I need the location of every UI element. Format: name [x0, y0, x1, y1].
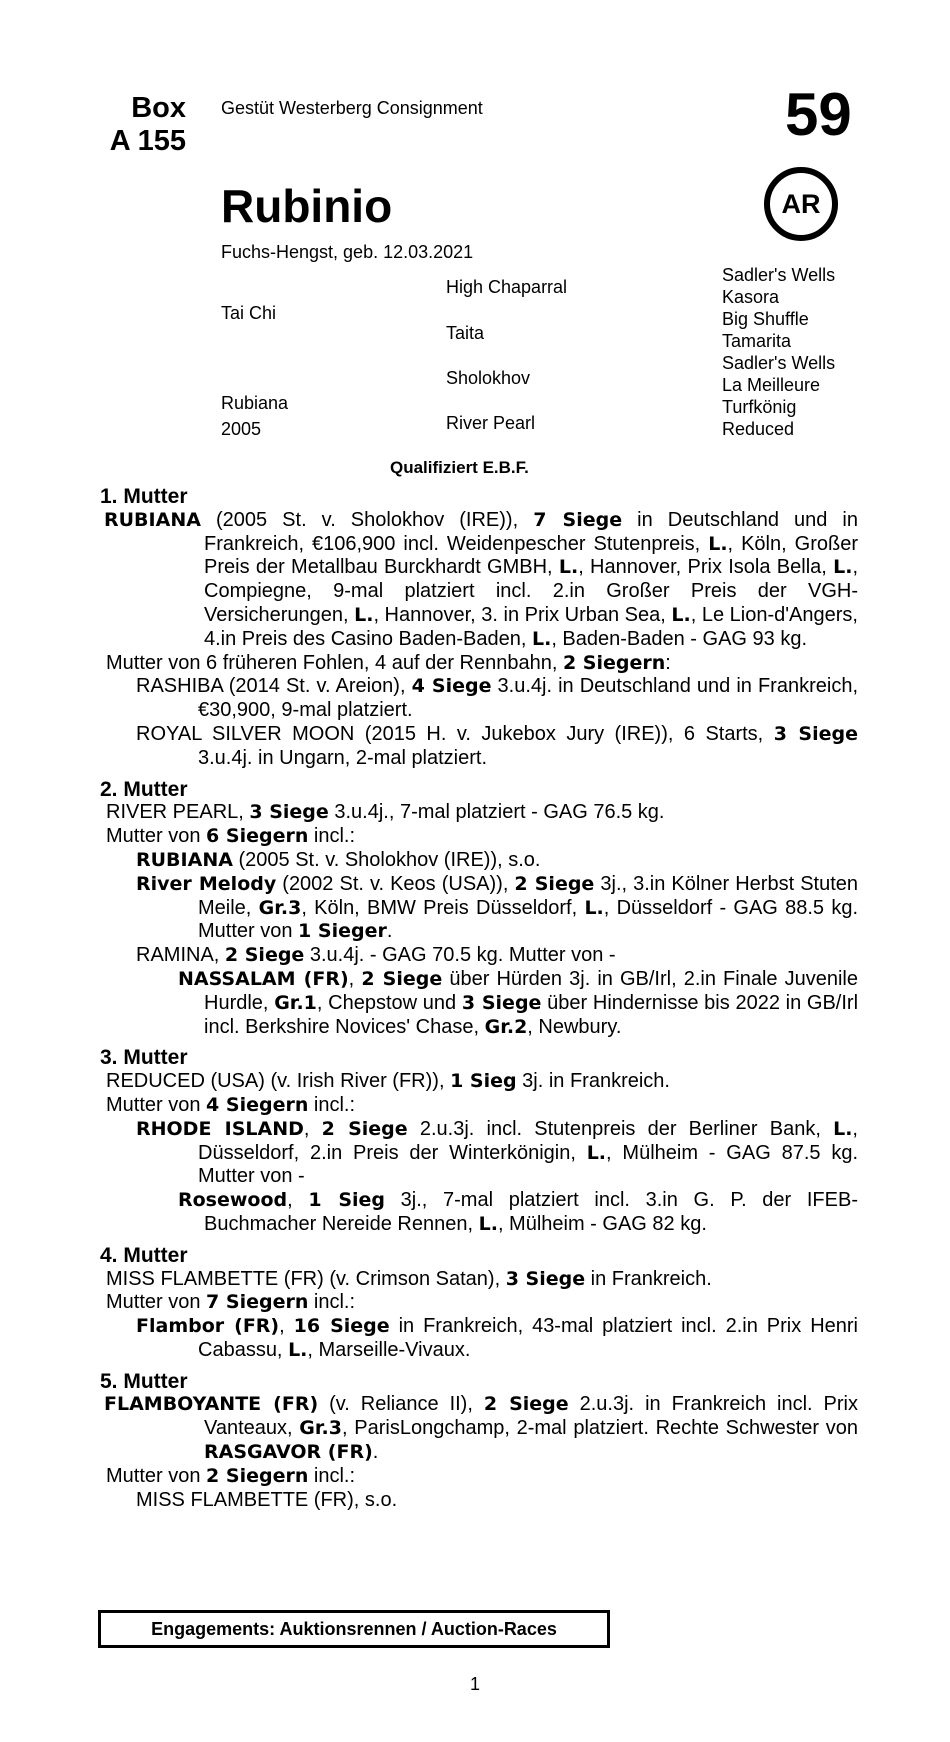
pedigree-dam-sire: Sholokhov	[446, 368, 531, 388]
grand-produce-record: NASSALAM (FR), 2 Siege über Hürden 3j. in GB/Irl, 2.in Finale Juvenile Hurdle, Gr.1, Chepstow und 3 Siege über Hindernisse bis 2022 in GB/Irl incl. Berkshire Novices' Chase, Gr.2, Newbury.	[178, 967, 859, 1038]
second-dam-record: RIVER PEARL, 3 Siege 3.u.4j., 7-mal platziert - GAG 76.5 kg.	[106, 801, 665, 824]
consigner: Gestüt Westerberg Consignment	[221, 98, 483, 118]
pedigree-sire-sire: High Chaparral	[446, 277, 568, 297]
fifth-dam-heading: 5. Mutter	[100, 1369, 188, 1393]
box-line-2: A 155	[109, 125, 186, 157]
fifth-dam-produce: Mutter von 2 Siegern incl.:	[106, 1464, 356, 1487]
page-number: 1	[470, 1674, 481, 1694]
produce-record: River Melody (2002 St. v. Keos (USA)), 2 Siege 3j., 3.in Kölner Herbst Stuten Meile, Gr.3, Köln, BMW Preis Düsseldorf, L., Düsseldorf - GAG 88.5 kg. Mutter von 1 Sieger.	[136, 872, 859, 943]
pedigree-sire: Tai Chi	[221, 303, 277, 323]
produce-record: RAMINA, 2 Siege 3.u.4j. - GAG 70.5 kg. Mutter von -	[136, 944, 616, 967]
qualified-note: Qualifiziert E.B.F.	[390, 458, 529, 477]
produce-record: RUBIANA (2005 St. v. Sholokhov (IRE)), s.o.	[136, 848, 541, 871]
box-line-1: Box	[131, 92, 186, 124]
pedigree-gen3-item: La Meilleure	[722, 375, 821, 395]
grand-produce-record: Rosewood, 1 Sieg 3j., 7-mal platziert incl. 3.in G. P. der IFEB-Buchmacher Nereide Rennen, L., Mülheim - GAG 82 kg.	[178, 1189, 858, 1235]
produce-record: ROYAL SILVER MOON (2015 H. v. Jukebox Jury (IRE)), 6 Starts, 3 Siege 3.u.4j. in Ungarn, 2-mal platziert.	[136, 722, 859, 769]
pedigree-gen3-item: Reduced	[722, 419, 795, 439]
produce-record: RHODE ISLAND, 2 Siege 2.u.3j. incl. Stutenpreis der Berliner Bank, L., Düsseldorf, 2.in Preis der Winterkönigin, L., Mülheim - GAG 87.5 kg. Mutter von -	[136, 1117, 858, 1188]
ar-badge: AR	[764, 167, 838, 241]
first-dam-produce: Mutter von 6 früheren Fohlen, 4 auf der Rennbahn, 2 Siegern:	[106, 651, 671, 674]
pedigree-gen3-item: Sadler's Wells	[722, 265, 836, 285]
pedigree-gen3-item: Turfkönig	[722, 397, 797, 417]
third-dam-record: REDUCED (USA) (v. Irish River (FR)), 1 Sieg 3j. in Frankreich.	[106, 1070, 670, 1093]
lot-number: 59	[785, 81, 852, 148]
first-dam-record: RUBIANA (2005 St. v. Sholokhov (IRE)), 7 Siege in Deutschland und in Frankreich, €106,900 incl. Weidenpescher Stutenpreis, L., Köln, Großer Preis der Metallbau Burckhardt GMBH, L., Hannover, Prix Isola Bella, L., Compiegne, 9-mal platziert incl. 2.in Großer Preis der VGH-Versicherungen, L., Hannover, 3. in Prix Urban Sea, L., Le Lion-d'Angers, 4.in Preis des Casino Baden-Baden, L., Baden-Baden - GAG 93 kg.	[104, 508, 859, 650]
second-dam-heading: 2. Mutter	[100, 777, 188, 801]
fifth-dam-record: FLAMBOYANTE (FR) (v. Reliance II), 2 Siege 2.u.3j. in Frankreich incl. Prix Vanteaux, Gr.3, ParisLongchamp, 2-mal platziert. Rechte Schwester von RASGAVOR (FR).	[104, 1393, 859, 1464]
pedigree-gen3	[722, 264, 835, 440]
horse-description: Fuchs-Hengst, geb. 12.03.2021	[221, 242, 474, 262]
first-dam-heading: 1. Mutter	[100, 485, 188, 508]
second-dam-produce: Mutter von 6 Siegern incl.:	[106, 825, 356, 848]
pedigree-dam-dam: River Pearl	[446, 413, 536, 433]
pedigree-gen3-item: Tamarita	[722, 331, 792, 351]
pedigree-dam-year: 2005	[221, 419, 262, 439]
horse-name: Rubinio	[221, 180, 393, 232]
pedigree-dam: Rubiana	[221, 393, 289, 413]
engagements-box: Engagements: Auktionsrennen / Auction-Races	[98, 1610, 610, 1648]
produce-record: RASHIBA (2014 St. v. Areion), 4 Siege 3.u.4j. in Deutschland und in Frankreich, €30,900, 9-mal platziert.	[136, 675, 858, 722]
box-label	[90, 92, 186, 158]
pedigree-gen3-item: Sadler's Wells	[722, 353, 836, 373]
fourth-dam-record: MISS FLAMBETTE (FR) (v. Crimson Satan), 3 Siege in Frankreich.	[106, 1267, 712, 1290]
pedigree-gen3-item: Kasora	[722, 287, 780, 307]
third-dam-heading: 3. Mutter	[100, 1046, 188, 1070]
fourth-dam-heading: 4. Mutter	[100, 1243, 188, 1267]
third-dam-produce: Mutter von 4 Siegern incl.:	[106, 1093, 356, 1116]
pedigree-gen3-item: Big Shuffle	[722, 309, 809, 329]
pedigree-sire-dam: Taita	[446, 323, 485, 343]
fourth-dam-produce: Mutter von 7 Siegern incl.:	[106, 1291, 356, 1314]
produce-record: Flambor (FR), 16 Siege in Frankreich, 43-mal platziert incl. 2.in Prix Henri Cabassu, L., Marseille-Vivaux.	[136, 1315, 858, 1361]
dam-line-text	[98, 485, 858, 1512]
produce-record: MISS FLAMBETTE (FR), s.o.	[136, 1488, 398, 1511]
